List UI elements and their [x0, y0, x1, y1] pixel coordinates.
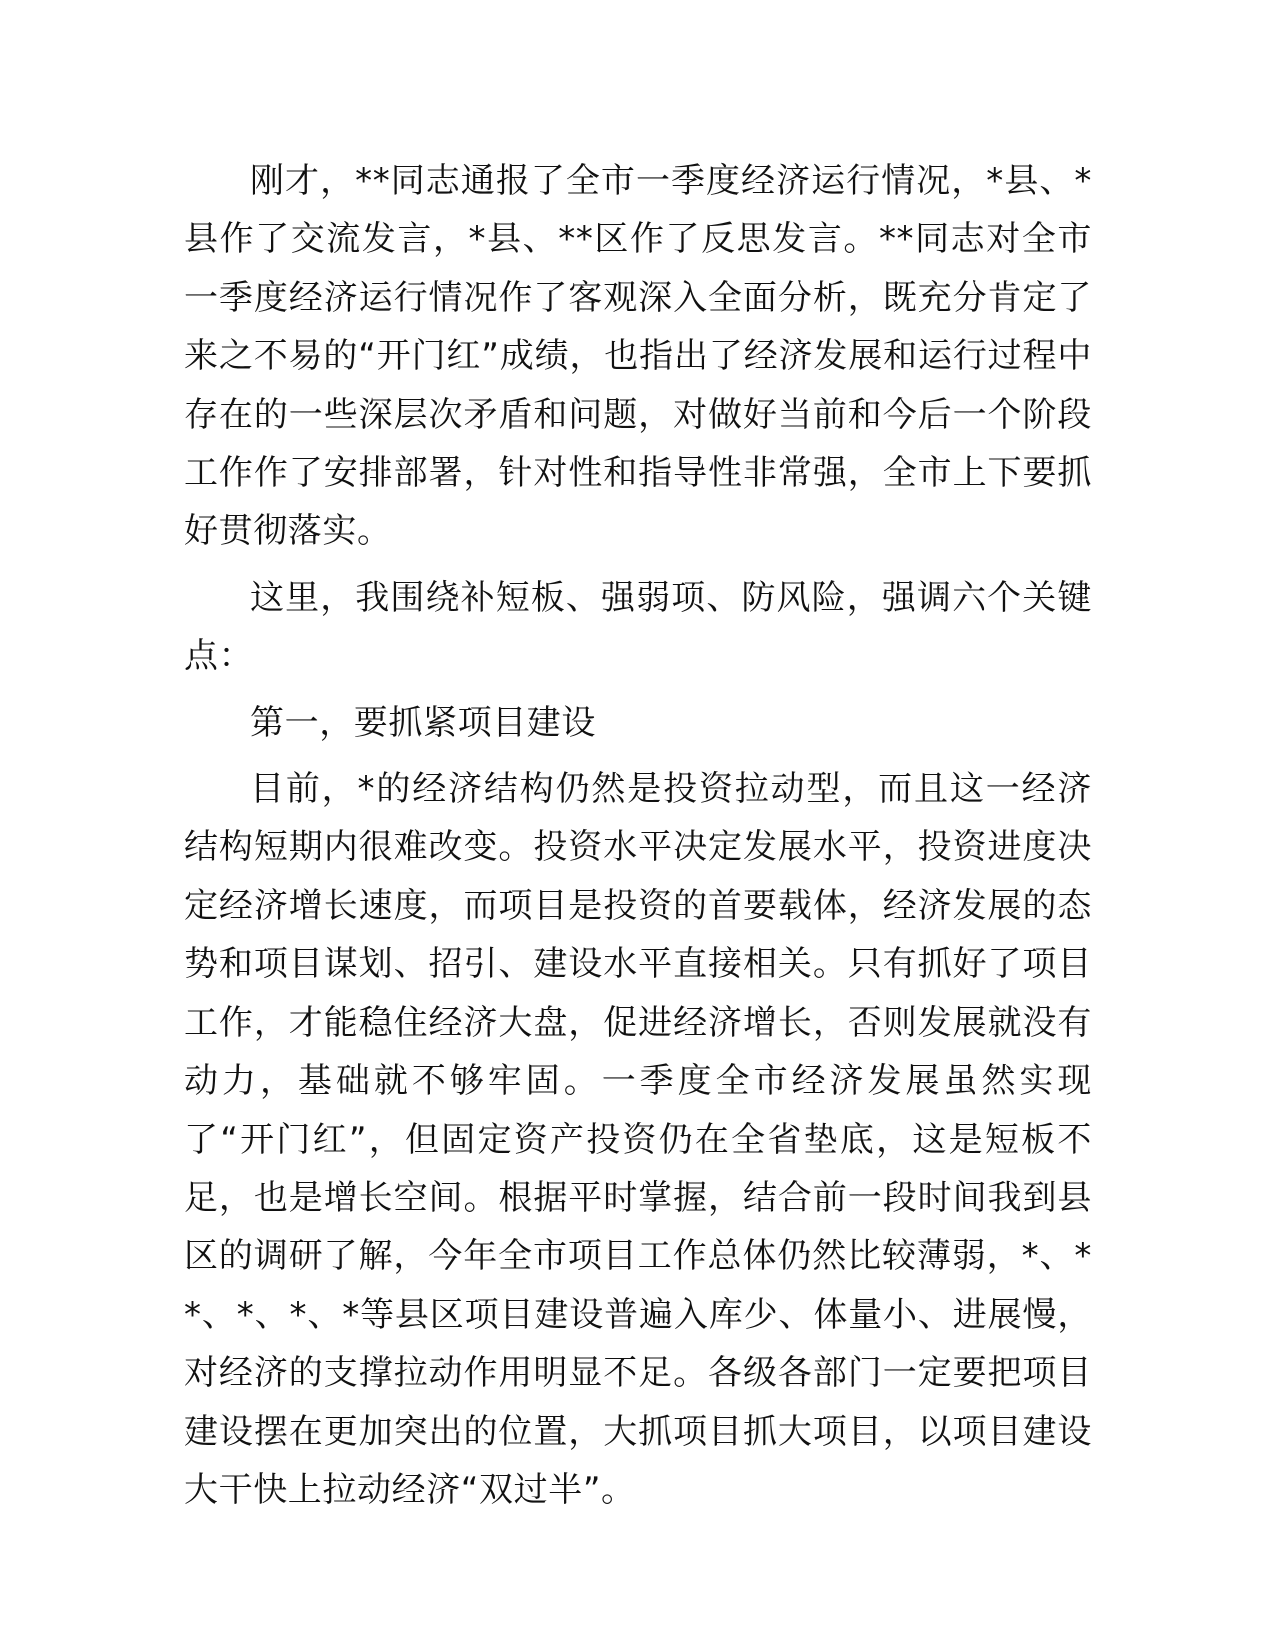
paragraph-key-points: 这里，我围绕补短板、强弱项、防风险，强调六个关键点： [184, 577, 1092, 677]
paragraph-project-construction: 目前，*的经济结构仍然是投资拉动型，而且这一经济结构短期内很难改变。投资水平决定发展水平，投资进度决定经济增长速度，而项目是投资的首要载体，经济发展的态势和项目谋划、招引、建设水平直接相关。只有抓好了项目工作，才能稳住经济大盘，促进经济增长，否则发展就没有动力，基础就不够牢固。一季度全市经济发展虽然实现了“开门红”，但固定资产投资仍在全省垫底，这是短板不足，也是增长空间。根据平时掌握，结合前一段时间我到县区的调研了解，今年全市项目工作总体仍然比较薄弱，*、**、*、*、*等县区项目建设普遍入库少、体量小、进展慢，对经济的支撑拉动作用明显不足。各级各部门一定要把项目建设摆在更加突出的位置，大抓项目抓大项目，以项目建设大干快上拉动经济“双过半”。 [184, 769, 1092, 1510]
section-heading-first: 第一，要抓紧项目建设 [250, 702, 596, 743]
paragraph-intro: 刚才，**同志通报了全市一季度经济运行情况，*县、*县作了交流发言，*县、**区作了反思发言。**同志对全市一季度经济运行情况作了客观深入全面分析，既充分肯定了来之不易的“开门红”成绩，也指出了经济发展和运行过程中存在的一些深层次矛盾和问题，对做好当前和今后一个阶段工作作了安排部署，针对性和指导性非常强，全市上下要抓好贯彻落实。 [184, 161, 1092, 552]
document-body [184, 152, 1092, 1519]
